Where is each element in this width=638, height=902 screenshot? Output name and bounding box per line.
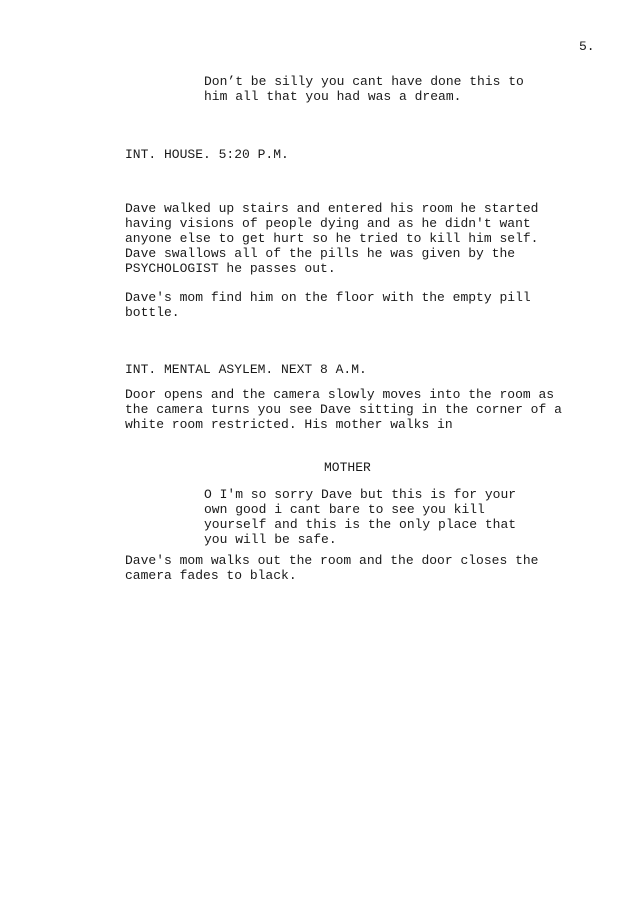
action-line: anyone else to get hurt so he tried to kill him self. [125, 231, 539, 246]
action-line: Dave swallows all of the pills he was given by the [125, 246, 516, 261]
character-name: MOTHER [324, 460, 371, 475]
action-line: camera fades to black. [125, 568, 297, 583]
scene-heading: INT. HOUSE. 5:20 P.M. [125, 147, 289, 162]
dialogue-line: you will be safe. [204, 532, 337, 547]
action-line: having visions of people dying and as he didn't want [125, 216, 531, 231]
dialogue-line: Don’t be silly you cant have done this to [204, 74, 524, 89]
dialogue-line: yourself and this is the only place that [204, 517, 517, 532]
dialogue-line: him all that you had was a dream. [204, 89, 462, 104]
action-line: Dave's mom walks out the room and the door closes the [125, 553, 539, 568]
action-line: Door opens and the camera slowly moves into the room as [125, 387, 555, 402]
action-line: Dave walked up stairs and entered his room he started [125, 201, 539, 216]
dialogue-line: O I'm so sorry Dave but this is for your [204, 487, 517, 502]
action-line: PSYCHOLOGIST he passes out. [125, 261, 336, 276]
action-line: Dave's mom find him on the floor with the empty pill [125, 290, 531, 305]
action-line: the camera turns you see Dave sitting in the corner of a [125, 402, 562, 417]
action-line: bottle. [125, 305, 180, 320]
page-number: 5. [579, 39, 595, 54]
dialogue-line: own good i cant bare to see you kill [204, 502, 485, 517]
scene-heading: INT. MENTAL ASYLEM. NEXT 8 A.M. [125, 362, 367, 377]
action-line: white room restricted. His mother walks in [125, 417, 453, 432]
